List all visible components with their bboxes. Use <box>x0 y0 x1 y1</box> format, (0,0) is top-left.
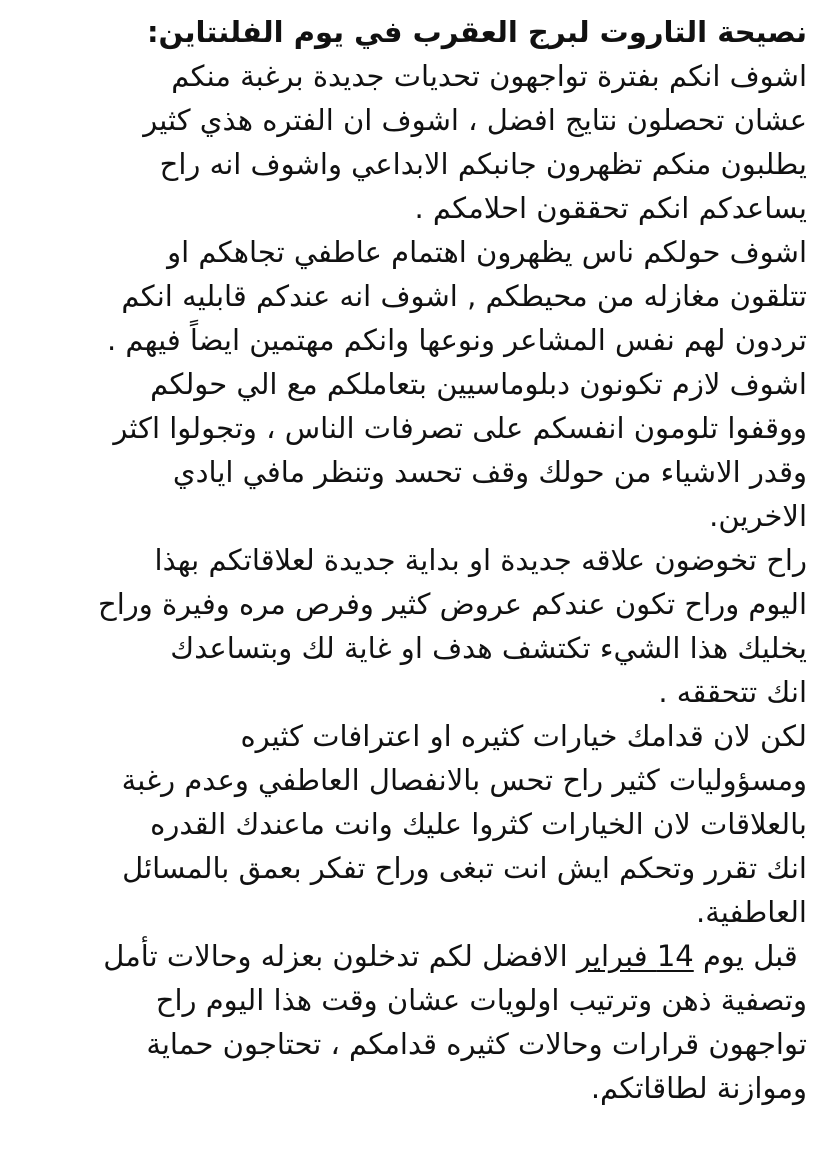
paragraph-line: انك تقرر وتحكم ايش انت تبغى وراح تفكر بعمق بالمسائل <box>122 851 807 885</box>
paragraph-line: لكن لان قدامك خيارات كثيره او اعترافات كثيره <box>240 719 807 753</box>
paragraph-line: وموازنة لطاقاتكم. <box>590 1071 807 1105</box>
paragraph-line: اشوف لازم تكونون دبلوماسيين بتعاملكم مع الي حولكم <box>150 367 807 401</box>
date-link[interactable]: 14 فبراير <box>576 939 694 973</box>
paragraph-line: راح تخوضون علاقه جديدة او بداية جديدة لعلاقاتكم بهذا <box>154 543 807 577</box>
paragraph-new-relationship <box>17 538 807 714</box>
paragraph-line: بالعلاقات لان الخيارات كثروا عليك وانت ماعندك القدره <box>150 807 807 841</box>
paragraph-line: تواجهون قرارات وحالات كثيره قدامكم ، تحتاجون حماية <box>146 1027 807 1061</box>
paragraph-before-valentine <box>17 934 807 1110</box>
paragraph-line: الاخرين. <box>709 499 807 533</box>
paragraph-challenges <box>17 54 807 230</box>
paragraph-line: ووقفوا تلومون انفسكم على تصرفات الناس ، وتجولوا اكثر <box>113 411 807 445</box>
line-text: قبل يوم <box>702 939 798 973</box>
paragraph-line: اشوف حولكم ناس يظهرون اهتمام عاطفي تجاهكم او <box>167 235 807 269</box>
paragraph-line: اليوم وراح تكون عندكم عروض كثير وفرص مره وفيرة وراح <box>97 587 807 621</box>
paragraph-line: تردون لهم نفس المشاعر ونوعها وانكم مهتمين ايضاً فيهم . <box>106 323 807 357</box>
paragraph-line: وقدر الاشياء من حولك وقف تحسد وتنظر مافي ايادي <box>172 455 807 489</box>
paragraph-line: يساعدكم انكم تحققون احلامكم . <box>414 191 807 225</box>
document-page <box>17 10 807 1165</box>
paragraph-line: وتصفية ذهن وترتيب اولويات عشان وقت هذا اليوم راح <box>155 983 807 1017</box>
paragraph-line: عشان تحصلون نتايج افضل ، اشوف ان الفتره هذي كثير <box>143 103 807 137</box>
paragraph-line: اشوف انكم بفترة تواجهون تحديات جديدة برغبة منكم <box>171 59 807 93</box>
paragraph-emotions <box>17 230 807 362</box>
line-text: الافضل لكم تدخلون بعزله وحالات تأمل <box>103 939 568 973</box>
paragraph-line <box>17 934 807 978</box>
paragraph-choices <box>17 714 807 934</box>
paragraph-diplomacy <box>17 362 807 538</box>
paragraph-line: تتلقون مغازله من محيطكم , اشوف انه عندكم قابليه انكم <box>121 279 807 313</box>
paragraph-line: انك تتحققه . <box>658 675 807 709</box>
paragraph-line: العاطفية. <box>696 895 807 929</box>
document-title: نصيحة التاروت لبرج العقرب في يوم الفلنتاين: <box>146 15 807 49</box>
paragraph-line: يخليك هذا الشيء تكتشف هدف او غاية لك وبتساعدك <box>170 631 807 665</box>
paragraph-line: يطلبون منكم تظهرون جانبكم الابداعي واشوف انه راح <box>159 147 807 181</box>
paragraph-line: ومسؤوليات كثير راح تحس بالانفصال العاطفي وعدم رغبة <box>121 763 807 797</box>
